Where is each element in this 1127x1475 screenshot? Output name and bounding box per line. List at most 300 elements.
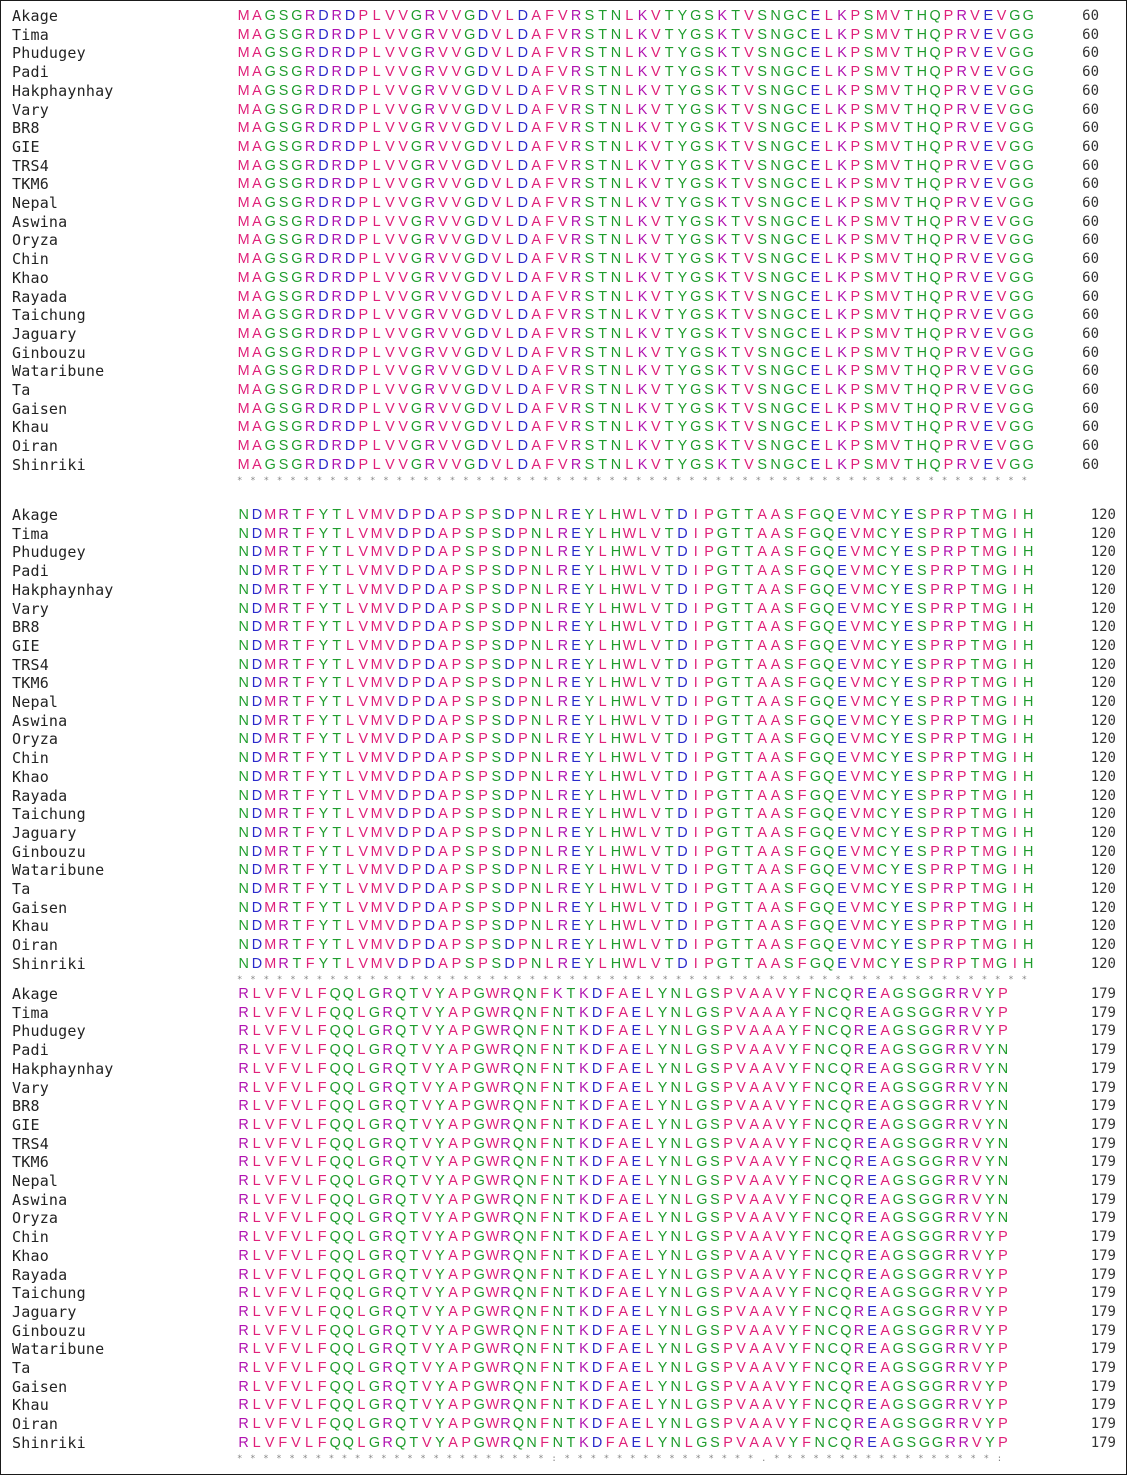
sequence-row (1, 656, 1126, 674)
sequence-row (1, 730, 1126, 748)
position-number: 120 (1090, 712, 1116, 729)
position-number: 60 (1082, 101, 1099, 118)
sequence-row (1, 936, 1126, 954)
sequence-row (1, 1191, 1126, 1209)
sequence-residues: R L V F V L F Q Q L G R Q T V Y A P GWR Q N F N T K D F A E L Y N L G S P V A A V Y F N C Q R E A G S G G R R V Y N (238, 1154, 1009, 1171)
position-number: 60 (1082, 344, 1099, 361)
strain-name: Khao (12, 1246, 49, 1265)
strain-name: Ginbouzu (12, 1321, 86, 1340)
position-number: 60 (1082, 64, 1099, 81)
sequence-row (1, 768, 1126, 786)
sequence-row (1, 1135, 1126, 1153)
strain-name: Tima (12, 1003, 49, 1022)
position-number: 179 (1090, 1303, 1116, 1320)
sequence-residues: M A G S G R D R D P L V V G R V V G D V L D A F V R S T N L K V T Y G S K T V S N G C E L K P S M V T H Q P R V E V G G (237, 64, 1034, 81)
position-number: 120 (1090, 955, 1116, 972)
sequence-residues: M A G S G R D R D P L V V G R V V G D V L D A F V R S T N L K V T Y G S K T V S N G C E L K P S M V T H Q P R V E V G G (237, 456, 1034, 473)
strain-name: Khau (12, 917, 49, 936)
sequence-residues: N D M R T F Y T L V M V D P D A P S P S D P N L R E Y L HW L V T D I P G T T A A S F G Q E V M C Y E S P R P T M G I H (238, 619, 1034, 636)
strain-name: TRS4 (12, 655, 49, 674)
position-number: 179 (1090, 1322, 1116, 1339)
sequence-residues: N D M R T F Y T L V M V D P D A P S P S D P N L R E Y L HW L V T D I P G T T A A S F G Q E V M C Y E S P R P T M G I H (238, 507, 1034, 523)
sequence-row (1, 1284, 1126, 1302)
sequence-residues: N D M R T F Y T L V M V D P D A P S P S D P N L R E Y L HW L V T D I P G T T A A S F G Q E V M C Y E S P R P T M G I H (238, 525, 1034, 542)
position-number: 179 (1090, 1116, 1116, 1133)
sequence-residues: M A G S G R D R D P L V V G R V V G D V L D A F V R S T N L K V T Y G S K T V S N G C E L K P S M V T H Q P R V E V G G (237, 195, 1034, 211)
strain-name: Shinriki (12, 954, 86, 973)
position-number: 179 (1090, 1229, 1116, 1246)
position-number: 179 (1090, 1247, 1116, 1264)
sequence-residues: R L V F V L F Q Q L G R Q T V Y A P GWR Q N F N T K D F A E L Y N L G S P V A A V Y F N C Q R E A G S G G R R V Y P (238, 1247, 1008, 1264)
sequence-residues: M A G S G R D R D P L V V G R V V G D V L D A F V R S T N L K V T Y G S K T V S N G C E L K P S M V T H Q P R V E V G G (237, 138, 1034, 155)
sequence-row (1, 543, 1126, 561)
position-number: 179 (1090, 1378, 1116, 1395)
strain-name: Oiran (12, 936, 59, 955)
sequence-residues: N D M R T F Y T L V M V D P D A P S P S D P N L R E Y L HW L V T D I P G T T A A S F G Q E V M C Y E S P R P T M G I H (238, 768, 1034, 785)
sequence-row (1, 1396, 1126, 1414)
sequence-residues: M A G S G R D R D P L V V G R V V G D V L D A F V R S T N L K V T Y G S K T V S N G C E L K P S M V T H Q P R V E V G G (237, 213, 1034, 230)
sequence-residues: R L V F V L F Q Q L G R Q T V Y A P GWR Q N F N T K D F A E L Y N L G S P V A A V Y F N C Q R E A G S G G R R V Y N (238, 1210, 1009, 1227)
strain-name: Gaisen (12, 898, 68, 917)
sequence-row (1, 1340, 1126, 1358)
strain-name: Shinriki (12, 1433, 86, 1452)
strain-name: Khao (12, 268, 49, 287)
position-number: 179 (1090, 1154, 1116, 1171)
strain-name: Akage (12, 7, 59, 25)
position-number: 60 (1082, 288, 1099, 305)
sequence-row (1, 1434, 1126, 1452)
sequence-row (1, 917, 1126, 935)
sequence-residues: M A G S G R D R D P L V V G R V V G D V L D A F V R S T N L K V T Y G S K T V S N G C E L K P S M V T H Q P R V E V G G (237, 8, 1034, 24)
position-number: 120 (1090, 768, 1116, 785)
sequence-row (1, 231, 1126, 249)
sequence-residues: M A G S G R D R D P L V V G R V V G D V L D A F V R S T N L K V T Y G S K T V S N G C E L K P S M V T H Q P R V E V G G (237, 269, 1034, 286)
sequence-residues: R L V F V L F Q Q L G R Q T V Y A P GWR Q N F N T K D F A E L Y N L G S P V A A V Y F N C Q R E A G S G G R R V Y N (238, 1191, 1009, 1208)
position-number: 60 (1082, 419, 1099, 436)
sequence-row (1, 1378, 1126, 1396)
sequence-residues: M A G S G R D R D P L V V G R V V G D V L D A F V R S T N L K V T Y G S K T V S N G C E L K P S M V T H Q P R V E V G G (237, 363, 1034, 380)
strain-name: Khao (12, 767, 49, 786)
sequence-residues: N D M R T F Y T L V M V D P D A P S P S D P N L R E Y L HW L V T D I P G T T A A S F G Q E V M C Y E S P R P T M G I H (238, 712, 1034, 729)
position-number: 120 (1090, 862, 1116, 879)
position-number: 179 (1090, 1004, 1116, 1021)
position-number: 60 (1082, 400, 1099, 417)
sequence-row (1, 1172, 1126, 1190)
position-number: 179 (1090, 1416, 1116, 1433)
sequence-row (1, 26, 1126, 44)
sequence-residues: M A G S G R D R D P L V V G R V V G D V L D A F V R S T N L K V T Y G S K T V S N G C E L K P S M V T H Q P R V E V G G (237, 101, 1034, 118)
strain-name: Aswina (12, 711, 68, 730)
position-number: 120 (1090, 937, 1116, 954)
position-number: 60 (1082, 138, 1099, 155)
strain-name: Phudugey (12, 1022, 86, 1041)
sequence-row (1, 1247, 1126, 1265)
sequence-residues: M A G S G R D R D P L V V G R V V G D V L D A F V R S T N L K V T Y G S K T V S N G C E L K P S M V T H Q P R V E V G G (237, 157, 1034, 174)
position-number: 179 (1090, 1266, 1116, 1283)
sequence-row (1, 418, 1126, 436)
strain-name: Oryza (12, 231, 59, 250)
position-number: 60 (1082, 45, 1099, 62)
sequence-row (1, 1228, 1126, 1246)
position-number: 179 (1090, 986, 1116, 1002)
sequence-row (1, 1022, 1126, 1040)
position-number: 60 (1082, 382, 1099, 398)
sequence-residues: R L V F V L F Q Q L G R Q T V Y A P GWR Q N F N T K D F A E L Y N L G S P V A A V Y F N C Q R E A G S G G R R V Y P (238, 1341, 1008, 1358)
strain-name: Oiran (12, 437, 59, 456)
sequence-row (1, 693, 1126, 711)
sequence-residues: N D M R T F Y T L V M V D P D A P S P S D P N L R E Y L HW L V T D I P G T T A A S F G Q E V M C Y E S P R P T M G I H (238, 750, 1034, 767)
sequence-residues: M A G S G R D R D P L V V G R V V G D V L D A F V R S T N L K V T Y G S K T V S N G C E L K P S M V T H Q P R V E V G G (237, 307, 1034, 324)
sequence-residues: N D M R T F Y T L V M V D P D A P S P S D P N L R E Y L HW L V T D I P G T T A A S F G Q E V M C Y E S P R P T M G I H (238, 600, 1034, 617)
sequence-residues: M A G S G R D R D P L V V G R V V G D V L D A F V R S T N L K V T Y G S K T V S N G C E L K P S M V T H Q P R V E V G G (237, 251, 1034, 268)
sequence-row (1, 712, 1126, 730)
sequence-residues: R L V F V L F Q Q L G R Q T V Y A P GWR Q N F N T K D F A E L Y N L G S P V A A A Y F N C Q R E A G S G G R R V Y P (238, 1004, 1008, 1021)
sequence-residues: R L V F V L F Q Q L G R Q T V Y A P GWR Q N F N T K D F A E L Y N L G S P V A A V Y F N C Q R E A G S G G R R V Y P (238, 1434, 1008, 1451)
strain-name: Aswina (12, 1190, 68, 1209)
sequence-row (1, 525, 1126, 543)
sequence-residues: N D M R T F Y T L V M V D P D A P S P S D P N L R E Y L HW L V T D I P G T T A A S F G Q E V M C Y E S P R P T M G I H (238, 806, 1034, 823)
position-number: 120 (1090, 581, 1116, 598)
position-number: 120 (1090, 563, 1116, 580)
sequence-residues: M A G S G R D R D P L V V G R V V G D V L D A F V R S T N L K V T Y G S K T V S N G C E L K P S M V T H Q P R V E V G G (237, 325, 1034, 342)
sequence-row (1, 213, 1126, 231)
position-number: 120 (1090, 843, 1116, 860)
strain-name: Tima (12, 524, 49, 543)
sequence-residues: R L V F V L F Q Q L G R Q T V Y A P GWR Q N F N T K D F A E L Y N L G S P V A A V Y F N C Q R E A G S G G R R V Y N (238, 1060, 1009, 1077)
strain-name: Padi (12, 1041, 49, 1060)
position-number: 120 (1090, 899, 1116, 916)
position-number: 120 (1090, 918, 1116, 935)
sequence-residues: N D M R T F Y T L V M V D P D A P S P S D P N L R E Y L HW L V T D I P G T T A A S F G Q E V M C Y E S P R P T M G I H (238, 918, 1034, 935)
sequence-row (1, 344, 1126, 362)
sequence-residues: M A G S G R D R D P L V V G R V V G D V L D A F V R S T N L K V T Y G S K T V S N G C E L K P S M V T H Q P R V E V G G (237, 82, 1034, 99)
position-number: 120 (1090, 806, 1116, 823)
sequence-row (1, 1303, 1126, 1321)
sequence-row (1, 674, 1126, 692)
strain-name: Gaisen (12, 399, 68, 418)
strain-name: Jaguary (12, 823, 77, 842)
sequence-row (1, 843, 1126, 861)
sequence-row (1, 138, 1126, 156)
position-number: 179 (1090, 1098, 1116, 1115)
sequence-residues: M A G S G R D R D P L V V G R V V G D V L D A F V R S T N L K V T Y G S K T V S N G C E L K P S M V T H Q P R V E V G G (237, 26, 1034, 43)
position-number: 60 (1082, 176, 1099, 193)
sequence-row (1, 1322, 1126, 1340)
sequence-residues: R L V F V L F Q Q L G R Q T V Y A P GWR Q N F N T K D F A E L Y N L G S P V A A V Y F N C Q R E A G S G G R R V Y N (238, 1135, 1009, 1152)
position-number: 120 (1090, 694, 1116, 710)
position-number: 60 (1082, 120, 1099, 137)
sequence-row (1, 805, 1126, 823)
strain-name: TKM6 (12, 175, 49, 194)
strain-name: Wataribune (12, 362, 105, 381)
strain-name: GIE (12, 636, 40, 655)
strain-name: Vary (12, 100, 49, 119)
position-number: 179 (1090, 1360, 1116, 1376)
sequence-residues: M A G S G R D R D P L V V G R V V G D V L D A F V R S T N L K V T Y G S K T V S N G C E L K P S M V T H Q P R V E V G G (237, 438, 1034, 455)
strain-name: Chin (12, 749, 49, 768)
position-number: 60 (1082, 363, 1099, 380)
strain-name: Oryza (12, 1209, 59, 1228)
position-number: 179 (1090, 1341, 1116, 1358)
strain-name: TRS4 (12, 156, 49, 175)
strain-name: Padi (12, 63, 49, 82)
position-number: 120 (1090, 544, 1116, 561)
sequence-residues: N D M R T F Y T L V M V D P D A P S P S D P N L R E Y L HW L V T D I P G T T A A S F G Q E V M C Y E S P R P T M G I H (238, 637, 1034, 654)
consensus-line: ************************:***************.*****************: (237, 1453, 1010, 1464)
position-number: 120 (1090, 787, 1116, 804)
strain-name: BR8 (12, 618, 40, 637)
sequence-residues: R L V F V L F Q Q L G R Q T V Y A P GWR Q N F K T K D F A E L Y N L G S P V A A V Y F N C Q R E A G S G G R R V Y P (238, 986, 1008, 1002)
sequence-residues: R L V F V L F Q Q L G R Q T V Y A P GWR Q N F N T K D F A E L Y N L G S P V A A V Y F N C Q R E A G S G G R R V Y P (238, 1266, 1008, 1283)
sequence-residues: N D M R T F Y T L V M V D P D A P S P S D P N L R E Y L HW L V T D I P G T T A A S F G Q E V M C Y E S P R P T M G I H (238, 843, 1034, 860)
position-number: 179 (1090, 1434, 1116, 1451)
sequence-row (1, 562, 1126, 580)
position-number: 60 (1082, 269, 1099, 286)
position-number: 179 (1090, 1060, 1116, 1077)
position-number: 120 (1090, 637, 1116, 654)
sequence-row (1, 325, 1126, 343)
strain-name: TKM6 (12, 674, 49, 693)
sequence-row (1, 82, 1126, 100)
sequence-row (1, 1209, 1126, 1227)
strain-name: TRS4 (12, 1134, 49, 1153)
sequence-residues: N D M R T F Y T L V M V D P D A P S P S D P N L R E Y L HW L V T D I P G T T A A S F G Q E V M C Y E S P R P T M G I H (238, 544, 1034, 561)
strain-name: Chin (12, 250, 49, 269)
strain-name: Akage (12, 506, 59, 524)
strain-name: BR8 (12, 1097, 40, 1116)
strain-name: Ta (12, 880, 31, 898)
strain-name: Jaguary (12, 324, 77, 343)
position-number: 179 (1090, 1191, 1116, 1208)
strain-name: Hakphaynhay (12, 580, 114, 599)
sequence-residues: M A G S G R D R D P L V V G R V V G D V L D A F V R S T N L K V T Y G S K T V S N G C E L K P S M V T H Q P R V E V G G (237, 344, 1034, 361)
position-number: 60 (1082, 213, 1099, 230)
position-number: 60 (1082, 251, 1099, 268)
strain-name: Oiran (12, 1415, 59, 1434)
strain-name: Hakphaynhay (12, 1059, 114, 1078)
strain-name: TKM6 (12, 1153, 49, 1172)
sequence-row (1, 985, 1126, 1003)
sequence-row (1, 1153, 1126, 1171)
strain-name: Wataribune (12, 1340, 105, 1359)
sequence-row (1, 119, 1126, 137)
sequence-row (1, 157, 1126, 175)
strain-name: Nepal (12, 194, 59, 212)
sequence-row (1, 400, 1126, 418)
strain-name: Tima (12, 25, 49, 44)
strain-name: Chin (12, 1228, 49, 1247)
sequence-row (1, 1041, 1126, 1059)
strain-name: Nepal (12, 1172, 59, 1190)
strain-name: Rayada (12, 1265, 68, 1284)
position-number: 60 (1082, 157, 1099, 174)
position-number: 120 (1090, 656, 1116, 673)
sequence-residues: M A G S G R D R D P L V V G R V V G D V L D A F V R S T N L K V T Y G S K T V S N G C E L K P S M V T H Q P R V E V G G (237, 400, 1034, 417)
sequence-residues: M A G S G R D R D P L V V G R V V G D V L D A F V R S T N L K V T Y G S K T V S N G C E L K P S M V T H Q P R V E V G G (237, 45, 1034, 62)
sequence-residues: R L V F V L F Q Q L G R Q T V Y A P GWR Q N F N T K D F A E L Y N L G S P V A A V Y F N C Q R E A G S G G R R V Y P (238, 1360, 1008, 1376)
position-number: 120 (1090, 881, 1116, 897)
strain-name: Ginbouzu (12, 343, 86, 362)
sequence-residues: N D M R T F Y T L V M V D P D A P S P S D P N L R E Y L HW L V T D I P G T T A A S F G Q E V M C Y E S P R P T M G I H (238, 824, 1034, 841)
sequence-row (1, 1116, 1126, 1134)
strain-name: Oryza (12, 730, 59, 749)
sequence-residues: N D M R T F Y T L V M V D P D A P S P S D P N L R E Y L HW L V T D I P G T T A A S F G Q E V M C Y E S P R P T M G I H (238, 694, 1034, 710)
position-number: 120 (1090, 731, 1116, 748)
position-number: 60 (1082, 325, 1099, 342)
position-number: 120 (1090, 619, 1116, 636)
sequence-residues: M A G S G R D R D P L V V G R V V G D V L D A F V R S T N L K V T Y G S K T V S N G C E L K P S M V T H Q P R V E V G G (237, 232, 1034, 249)
position-number: 60 (1082, 456, 1099, 473)
position-number: 60 (1082, 195, 1099, 211)
sequence-row (1, 1004, 1126, 1022)
sequence-row (1, 637, 1126, 655)
sequence-row (1, 288, 1126, 306)
sequence-row (1, 1060, 1126, 1078)
strain-name: Khau (12, 418, 49, 437)
strain-name: Phudugey (12, 543, 86, 562)
sequence-residues: R L V F V L F Q Q L G R Q T V Y A P GWR Q N F N T K D F A E L Y N L G S P V A A V Y F N C Q R E A G S G G R R V Y P (238, 1378, 1008, 1395)
strain-name: Wataribune (12, 861, 105, 880)
sequence-residues: M A G S G R D R D P L V V G R V V G D V L D A F V R S T N L K V T Y G S K T V S N G C E L K P S M V T H Q P R V E V G G (237, 288, 1034, 305)
position-number: 179 (1090, 1397, 1116, 1414)
sequence-residues: R L V F V L F Q Q L G R Q T V Y A P GWR Q N F N T K D F A E L Y N L G S P V A A V Y F N C Q R E A G S G G R R V Y P (238, 1285, 1008, 1302)
sequence-row (1, 194, 1126, 212)
sequence-row (1, 861, 1126, 879)
position-number: 120 (1090, 507, 1116, 523)
sequence-row (1, 880, 1126, 898)
strain-name: Hakphaynhay (12, 81, 114, 100)
consensus-line: ************************************************************ (237, 475, 1035, 486)
sequence-residues: N D M R T F Y T L V M V D P D A P S P S D P N L R E Y L HW L V T D I P G T T A A S F G Q E V M C Y E S P R P T M G I H (238, 787, 1034, 804)
strain-name: Shinriki (12, 455, 86, 474)
sequence-row (1, 101, 1126, 119)
strain-name: Ta (12, 381, 31, 399)
position-number: 179 (1090, 1210, 1116, 1227)
sequence-row (1, 955, 1126, 973)
position-number: 179 (1090, 1285, 1116, 1302)
sequence-row (1, 600, 1126, 618)
position-number: 60 (1082, 8, 1099, 24)
sequence-residues: M A G S G R D R D P L V V G R V V G D V L D A F V R S T N L K V T Y G S K T V S N G C E L K P S M V T H Q P R V E V G G (237, 120, 1034, 137)
sequence-row (1, 618, 1126, 636)
position-number: 179 (1090, 1173, 1116, 1189)
sequence-residues: N D M R T F Y T L V M V D P D A P S P S D P N L R E Y L HW L V T D I P G T T A A S F G Q E V M C Y E S P R P T M G I H (238, 862, 1034, 879)
sequence-row (1, 1359, 1126, 1377)
strain-name: Rayada (12, 786, 68, 805)
position-number: 60 (1082, 26, 1099, 43)
sequence-row (1, 269, 1126, 287)
sequence-residues: M A G S G R D R D P L V V G R V V G D V L D A F V R S T N L K V T Y G S K T V S N G C E L K P S M V T H Q P R V E V G G (237, 176, 1034, 193)
strain-name: GIE (12, 137, 40, 156)
position-number: 60 (1082, 438, 1099, 455)
sequence-residues: M A G S G R D R D P L V V G R V V G D V L D A F V R S T N L K V T Y G S K T V S N G C E L K P S M V T H Q P R V E V G G (237, 382, 1034, 398)
strain-name: Vary (12, 1078, 49, 1097)
consensus-line: ************************************************************ (237, 974, 1035, 985)
position-number: 60 (1082, 307, 1099, 324)
sequence-row (1, 44, 1126, 62)
sequence-row (1, 787, 1126, 805)
sequence-row (1, 381, 1126, 399)
strain-name: Vary (12, 599, 49, 618)
sequence-row (1, 7, 1126, 25)
sequence-row (1, 1415, 1126, 1433)
strain-name: Taichung (12, 805, 86, 824)
sequence-row (1, 63, 1126, 81)
sequence-residues: N D M R T F Y T L V M V D P D A P S P S D P N L R E Y L HW L V T D I P G T T A A S F G Q E V M C Y E S P R P T M G I H (238, 656, 1034, 673)
sequence-row (1, 1079, 1126, 1097)
strain-name: Taichung (12, 306, 86, 325)
sequence-residues: N D M R T F Y T L V M V D P D A P S P S D P N L R E Y L HW L V T D I P G T T A A S F G Q E V M C Y E S P R P T M G I H (238, 731, 1034, 748)
strain-name: GIE (12, 1115, 40, 1134)
position-number: 120 (1090, 750, 1116, 767)
sequence-residues: N D M R T F Y T L V M V D P D A P S P S D P N L R E Y L HW L V T D I P G T T A A S F G Q E V M C Y E S P R P T M G I H (238, 581, 1034, 598)
strain-name: Padi (12, 562, 49, 581)
sequence-row (1, 306, 1126, 324)
sequence-row (1, 1266, 1126, 1284)
position-number: 120 (1090, 525, 1116, 542)
sequence-row (1, 250, 1126, 268)
strain-name: Aswina (12, 212, 68, 231)
sequence-residues: R L V F V L F Q Q L G R Q T V Y A P GWR Q N F N T K D F A E L Y N L G S P V A A V Y F N C Q R E A G S G G R R V Y P (238, 1397, 1008, 1414)
sequence-row (1, 581, 1126, 599)
strain-name: Khau (12, 1396, 49, 1415)
sequence-row (1, 456, 1126, 474)
sequence-row (1, 824, 1126, 842)
sequence-row (1, 437, 1126, 455)
strain-name: Jaguary (12, 1302, 77, 1321)
sequence-residues: R L V F V L F Q Q L G R Q T V Y A P GWR Q N F N T K D F A E L Y N L G S P V A A V Y F N C Q R E A G S G G R R V Y P (238, 1303, 1008, 1320)
sequence-residues: R L V F V L F Q Q L G R Q T V Y A P GWR Q N F N T K D F A E L Y N L G S P V A A V Y F N C Q R E A G S G G R R V Y N (238, 1116, 1009, 1133)
sequence-residues: R L V F V L F Q Q L G R Q T V Y A P GWR Q N F N T K D F A E L Y N L G S P V A A V Y F N C Q R E A G S G G R R V Y N (238, 1173, 1009, 1189)
sequence-residues: N D M R T F Y T L V M V D P D A P S P S D P N L R E Y L HW L V T D I P G T T A A S F G Q E V M C Y E S P R P T M G I H (238, 881, 1034, 897)
position-number: 179 (1090, 1042, 1116, 1059)
sequence-row (1, 175, 1126, 193)
sequence-residues: N D M R T F Y T L V M V D P D A P S P S D P N L R E Y L HW L V T D I P G T T A A S F G Q E V M C Y E S P R P T M G I H (238, 675, 1034, 692)
position-number: 60 (1082, 82, 1099, 99)
strain-name: Rayada (12, 287, 68, 306)
sequence-row (1, 362, 1126, 380)
position-number: 120 (1090, 675, 1116, 692)
strain-name: Gaisen (12, 1377, 68, 1396)
sequence-residues: N D M R T F Y T L V M V D P D A P S P S D P N L R E Y L HW L V T D I P G T T A A S F G Q E V M C Y E S P R P T M G I H (238, 937, 1034, 954)
sequence-residues: M A G S G R D R D P L V V G R V V G D V L D A F V R S T N L K V T Y G S K T V S N G C E L K P S M V T H Q P R V E V G G (237, 419, 1034, 436)
sequence-residues: N D M R T F Y T L V M V D P D A P S P S D P N L R E Y L HW L V T D I P G T T A A S F G Q E V M C Y E S P R P T M G I H (238, 563, 1034, 580)
strain-name: Taichung (12, 1284, 86, 1303)
strain-name: Phudugey (12, 44, 86, 63)
sequence-row (1, 1097, 1126, 1115)
strain-name: Akage (12, 985, 59, 1003)
position-number: 179 (1090, 1135, 1116, 1152)
sequence-residues: R L V F V L F Q Q L G R Q T V Y A P GWR Q N F N T K D F A E L Y N L G S P V A A V Y F N C Q R E A G S G G R R V Y N (238, 1079, 1009, 1096)
position-number: 60 (1082, 232, 1099, 249)
strain-name: Ginbouzu (12, 842, 86, 861)
sequence-residues: R L V F V L F Q Q L G R Q T V Y A P GWR Q N F N T K D F A E L Y N L G S P V A A A Y F N C Q R E A G S G G R R V Y P (238, 1023, 1008, 1040)
position-number: 120 (1090, 600, 1116, 617)
strain-name: BR8 (12, 119, 40, 138)
sequence-residues: N D M R T F Y T L V M V D P D A P S P S D P N L R E Y L HW L V T D I P G T T A A S F G Q E V M C Y E S P R P T M G I H (238, 899, 1034, 916)
sequence-residues: R L V F V L F Q Q L G R Q T V Y A P GWR Q N F N T K D F A E L Y N L G S P V A A V Y F N C Q R E A G S G G R R V Y N (238, 1042, 1009, 1059)
strain-name: Ta (12, 1359, 31, 1377)
sequence-residues: R L V F V L F Q Q L G R Q T V Y A P GWR Q N F N T K D F A E L Y N L G S P V A A V Y F N C Q R E A G S G G R R V Y N (238, 1098, 1009, 1115)
strain-name: Nepal (12, 693, 59, 711)
sequence-row (1, 506, 1126, 524)
sequence-residues: R L V F V L F Q Q L G R Q T V Y A P GWR Q N F N T K D F A E L Y N L G S P V A A V Y F N C Q R E A G S G G R R V Y P (238, 1416, 1008, 1433)
position-number: 179 (1090, 1023, 1116, 1040)
sequence-row (1, 899, 1126, 917)
sequence-row (1, 749, 1126, 767)
sequence-residues: R L V F V L F Q Q L G R Q T V Y A P GWR Q N F N T K D F A E L Y N L G S P V A A V Y F N C Q R E A G S G G R R V Y P (238, 1229, 1008, 1246)
sequence-residues: R L V F V L F Q Q L G R Q T V Y A P GWR Q N F N T K D F A E L Y N L G S P V A A V Y F N C Q R E A G S G G R R V Y P (238, 1322, 1008, 1339)
